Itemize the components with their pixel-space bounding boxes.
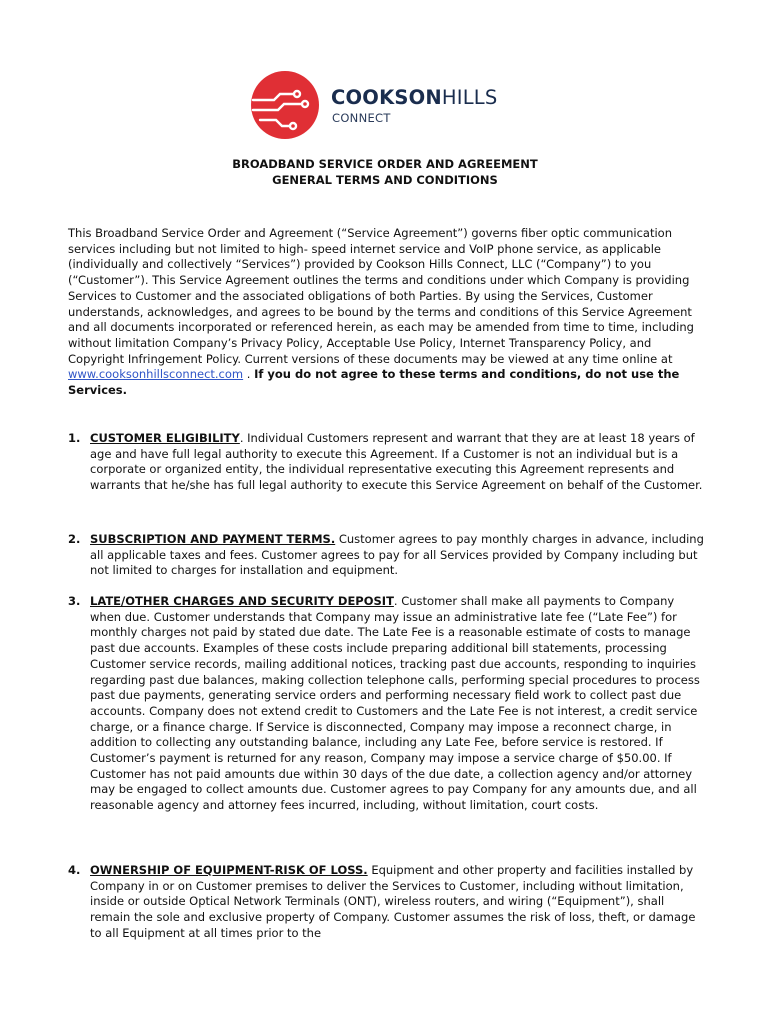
intro-bold-warning: If you do not agree to these terms and conditions, do not use the Services. — [68, 367, 680, 398]
intro-text: This Broadband Service Order and Agreement (“Service Agreement”) governs fiber optic communication services including but not limited to high- speed internet service and VoIP phone service, as applicable (individually and collectively “Services”) provided by Cookson Hills Connect, LLC (“Company”) to you (“Customer”). This Service Agreement outlines the terms and conditions under which Company is providing Services to Customer and the associated obligations of both Parties. By using the Services, Customer understands, acknowledges, and agrees to be bound by the terms and conditions of this Service Agreement and all documents incorporated or referenced herein, as each may be amended from time to time, including without limitation Company’s Privacy Policy, Acceptable Use Policy, Internet Transparency Policy, and Copyright Infringement Policy. Current versions of these documents may be viewed at any time online at — [68, 226, 694, 366]
brand-subtitle: CONNECT — [332, 111, 391, 125]
section-number: 4. — [68, 863, 81, 877]
intro-paragraph — [68, 226, 708, 399]
brand-name: COOKSONHILLS — [331, 86, 498, 109]
section-heading: SUBSCRIPTION AND PAYMENT TERMS. — [90, 532, 336, 546]
section-heading: OWNERSHIP OF EQUIPMENT-RISK OF LOSS. — [90, 863, 368, 877]
section-late-charges: 3. LATE/OTHER CHARGES AND SECURITY DEPOSIT. Customer shall make all payments to Company when due. Customer understands that Company may issue an administrative late fee (“Late Fee”) for monthly charges not paid by stated due date. The Late Fee is a reasonable estimate of costs to manage past due accounts. Examples of these costs include preparing additional bill statements, processing Customer service records, mailing additional notices, tracking past due accounts, responding to inquiries regarding past due balances, making collection telephone calls, performing special procedures to process past due payments, generating service orders and performing necessary field work to collect past due accounts. Company does not extend credit to Customers and the Late Fee is not interest, a credit service charge, or a finance charge. If Service is disconnected, Company may impose a reconnect charge, in addition to collecting any outstanding balance, including any Late Fee, before service is restored. If Customer’s payment is returned for any reason, Company may impose a service charge of $50.00. If Customer has not paid amounts due within 30 days of the due date, a collection agency and/or attorney may be engaged to collect amounts due. Customer agrees to pay Company for any amounts due, and all reasonable agency and attorney fees incurred, including, without limitation, court costs. — [68, 594, 700, 813]
section-equipment-ownership — [68, 863, 708, 942]
section-heading: LATE/OTHER CHARGES AND SECURITY DEPOSIT — [90, 594, 394, 608]
intro-after-link: . — [243, 367, 255, 382]
section-body: Individual Customers represent and warrant that they are at least 18 years of age and have full legal authority to execute this Agreement. If a Customer is not an individual but is a corporate or organized entity, the individual representative executing this Agreement represents and warrants that he/she has full legal authority to execute this Service Agreement on behalf of the Customer. — [90, 431, 703, 493]
section-body: Customer agrees to pay monthly charges in advance, including all applicable taxes and fees. Customer agrees to pay for all Services provided by Company including but not limited to charges for installation and equipment. — [90, 532, 704, 578]
company-logo — [250, 70, 510, 140]
section-number: 2. — [68, 532, 81, 546]
website-link[interactable]: www.cooksonhillsconnect.com — [68, 367, 244, 382]
title-line-2: GENERAL TERMS AND CONDITIONS — [272, 173, 498, 187]
section-heading: CUSTOMER ELIGIBILITY — [90, 431, 240, 445]
section-body: Equipment and other property and facilities installed by Company in or on Customer premises to deliver the Services to Customer, including without limitation, inside or outside Optical Network Terminals (ONT), wireless routers, and wiring (“Equipment”), shall remain the sole and exclusive property of Company. Customer assumes the risk of loss, theft, or damage to all Equipment at all times prior to the — [90, 863, 696, 940]
title-line-1: BROADBAND SERVICE ORDER AND AGREEMENT — [232, 157, 538, 171]
circuit-logo-icon — [250, 70, 320, 140]
section-number: 1. — [68, 431, 81, 445]
section-subscription-payment — [68, 532, 708, 579]
document-title — [0, 156, 770, 188]
section-number: 3. — [68, 594, 81, 608]
section-customer-eligibility: 1. CUSTOMER ELIGIBILITY. Individual Customers represent and warrant that they are at least 18 years of age and have full legal authority to execute this Agreement. If a Customer is not an individual but is a corporate or organized entity, the individual representative executing this Agreement represents and warrants that he/she has full legal authority to execute this Service Agreement on behalf of the Customer. — [68, 431, 703, 493]
section-body: Customer shall make all payments to Company when due. Customer understands that Company may issue an administrative late fee (“Late Fee”) for monthly charges not paid by stated due date. The Late Fee is a reasonable estimate of costs to manage past due accounts. Examples of these costs include preparing additional bill statements, processing Customer service records, mailing additional notices, tracking past due accounts, responding to inquiries regarding past due balances, making collection telephone calls, performing special procedures to process past due payments, generating service orders and performing necessary field work to collect past due accounts. Company does not extend credit to Customers and the Late Fee is not interest, a credit service charge, or a finance charge. If Service is disconnected, Company may impose a reconnect charge, in addition to collecting any outstanding balance, including any Late Fee, before service is restored. If Customer’s payment is returned for any reason, Company may impose a service charge of $50.00. If Customer has not paid amounts due within 30 days of the due date, a collection agency and/or attorney may be engaged to collect amounts due. Customer agrees to pay Company for any amounts due, and all reasonable agency and attorney fees incurred, including, without limitation, court costs. — [90, 594, 700, 813]
